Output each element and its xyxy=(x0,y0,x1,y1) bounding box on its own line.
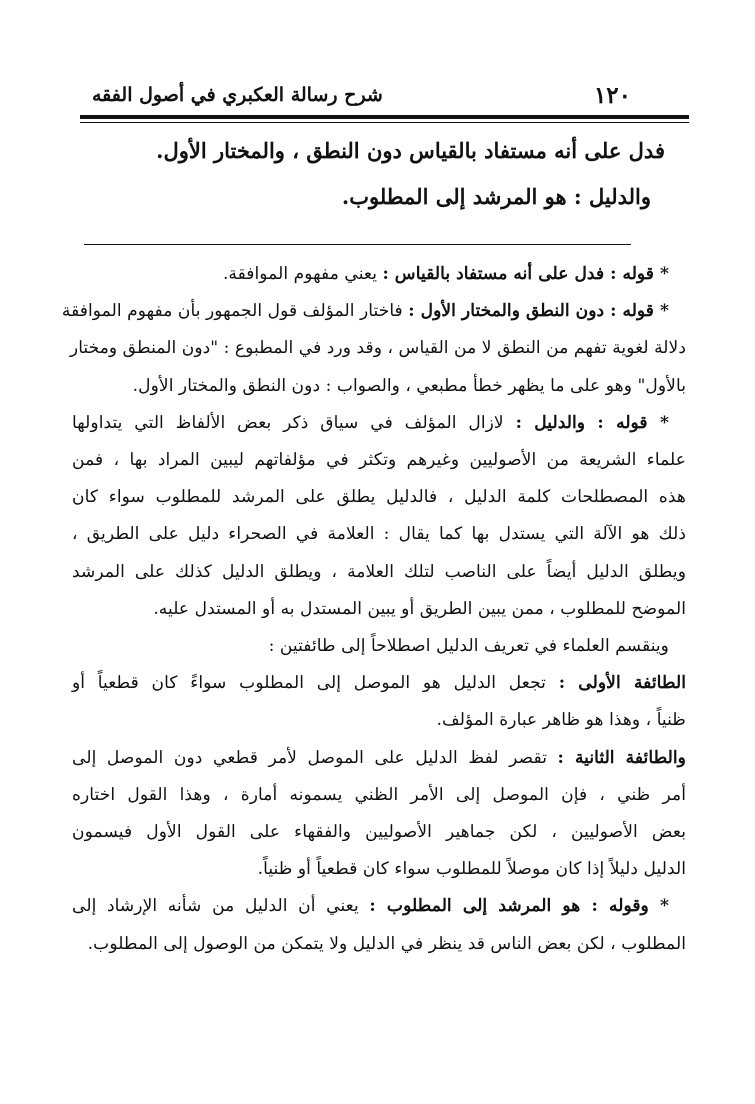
header-rule-thick xyxy=(80,115,689,119)
footnote-line: دلالة لغوية تفهم من النطق لا من القياس ، وقد ورد في المطبوع : "دون المنطق ومختار xyxy=(69,338,686,359)
footnote-line: بالأول" وهو على ما يظهر خطأ مطبعي ، والصواب : دون النطق والمختار الأول. xyxy=(132,375,686,396)
footnote-line: أمر ظني ، فإن الموصل إلى الأمر الظني يسمونه أمارة ، وهذا القول اختاره xyxy=(72,784,686,805)
footnote-label: والطائفة الثانية : xyxy=(557,747,686,768)
footnote-separator xyxy=(84,244,631,245)
footnote-label: الطائفة الأولى : xyxy=(558,673,686,694)
footnote-line: هذه المصطلحات كلمة الدليل ، فالدليل يطلق على المرشد للمطلوب سواء كان xyxy=(72,487,686,508)
footnote-label: * قوله : والدليل : xyxy=(515,412,669,433)
footnote-label: * قوله : فدل على أنه مستفاد بالقياس : xyxy=(382,264,669,284)
footnote-line: ذلك هو الآلة التي يستدل بها كما يقال : العلامة في الصحراء دليل على الطريق ، xyxy=(72,524,686,545)
footnote-line: * قوله : دون النطق والمختار الأول : فاختار المؤلف قول الجمهور بأن مفهوم الموافقة xyxy=(61,301,669,322)
footnote-label: * وقوله : هو المرشد إلى المطلوب : xyxy=(369,896,669,917)
header-rule-thin xyxy=(80,122,689,123)
footnote-label: * قوله : دون النطق والمختار الأول : xyxy=(408,301,669,322)
footnote-line: الطائفة الأولى : تجعل الدليل هو الموصل إلى المطلوب سواءً كان قطعياً أو xyxy=(72,673,686,694)
page-header xyxy=(92,78,631,114)
page-number: ١٢٠ xyxy=(593,82,631,109)
footnote-line: * قوله : والدليل : لازال المؤلف في سياق ذكر بعض الألفاظ التي يتداولها xyxy=(72,412,669,433)
main-text-line: والدليل : هو المرشد إلى المطلوب. xyxy=(341,184,651,209)
footnote-line: والطائفة الثانية : تقصر لفظ الدليل على الموصل لأمر قطعي دون الموصل إلى xyxy=(72,747,686,768)
footnotes xyxy=(61,256,686,963)
main-text xyxy=(150,128,665,220)
footnote-line: ظنياً ، وهذا هو ظاهر عبارة المؤلف. xyxy=(436,710,686,731)
footnote-line: ويطلق الدليل أيضاً على الناصب لتلك العلامة ، ويطلق الدليل كذلك على المرشد xyxy=(72,561,686,582)
footnote-line: الدليل دليلاً إذا كان موصلاً للمطلوب سواء كان قطعياً أو ظنياً. xyxy=(257,859,686,880)
footnote-line: المطلوب ، لكن بعض الناس قد ينظر في الدليل ولا يتمكن من الوصول إلى المطلوب. xyxy=(87,933,686,954)
footnote-line: بعض الأصوليين ، لكن جماهير الأصوليين والفقهاء على القول الأول فيسمون xyxy=(72,822,686,843)
running-title: شرح رسالة العكبري في أصول الفقه xyxy=(92,84,383,106)
main-text-line: فدل على أنه مستفاد بالقياس دون النطق ، والمختار الأول. xyxy=(156,138,665,163)
footnote-line: * وقوله : هو المرشد إلى المطلوب : يعني أن الدليل من شأنه الإرشاد إلى xyxy=(72,896,669,917)
footnote-line: الموضح للمطلوب ، ممن يبين الطريق أو يبين المستدل به أو المستدل عليه. xyxy=(153,598,686,619)
footnote-line: علماء الشريعة من الأصوليين وغيرهم وتكثر في مؤلفاتهم ليبين المراد بها ، فمن xyxy=(72,450,686,471)
footnote-line: وينقسم العلماء في تعريف الدليل اصطلاحاً إلى طائفتين : xyxy=(268,636,669,657)
footnote-line: * قوله : فدل على أنه مستفاد بالقياس : يعني مفهوم الموافقة. xyxy=(222,264,669,284)
